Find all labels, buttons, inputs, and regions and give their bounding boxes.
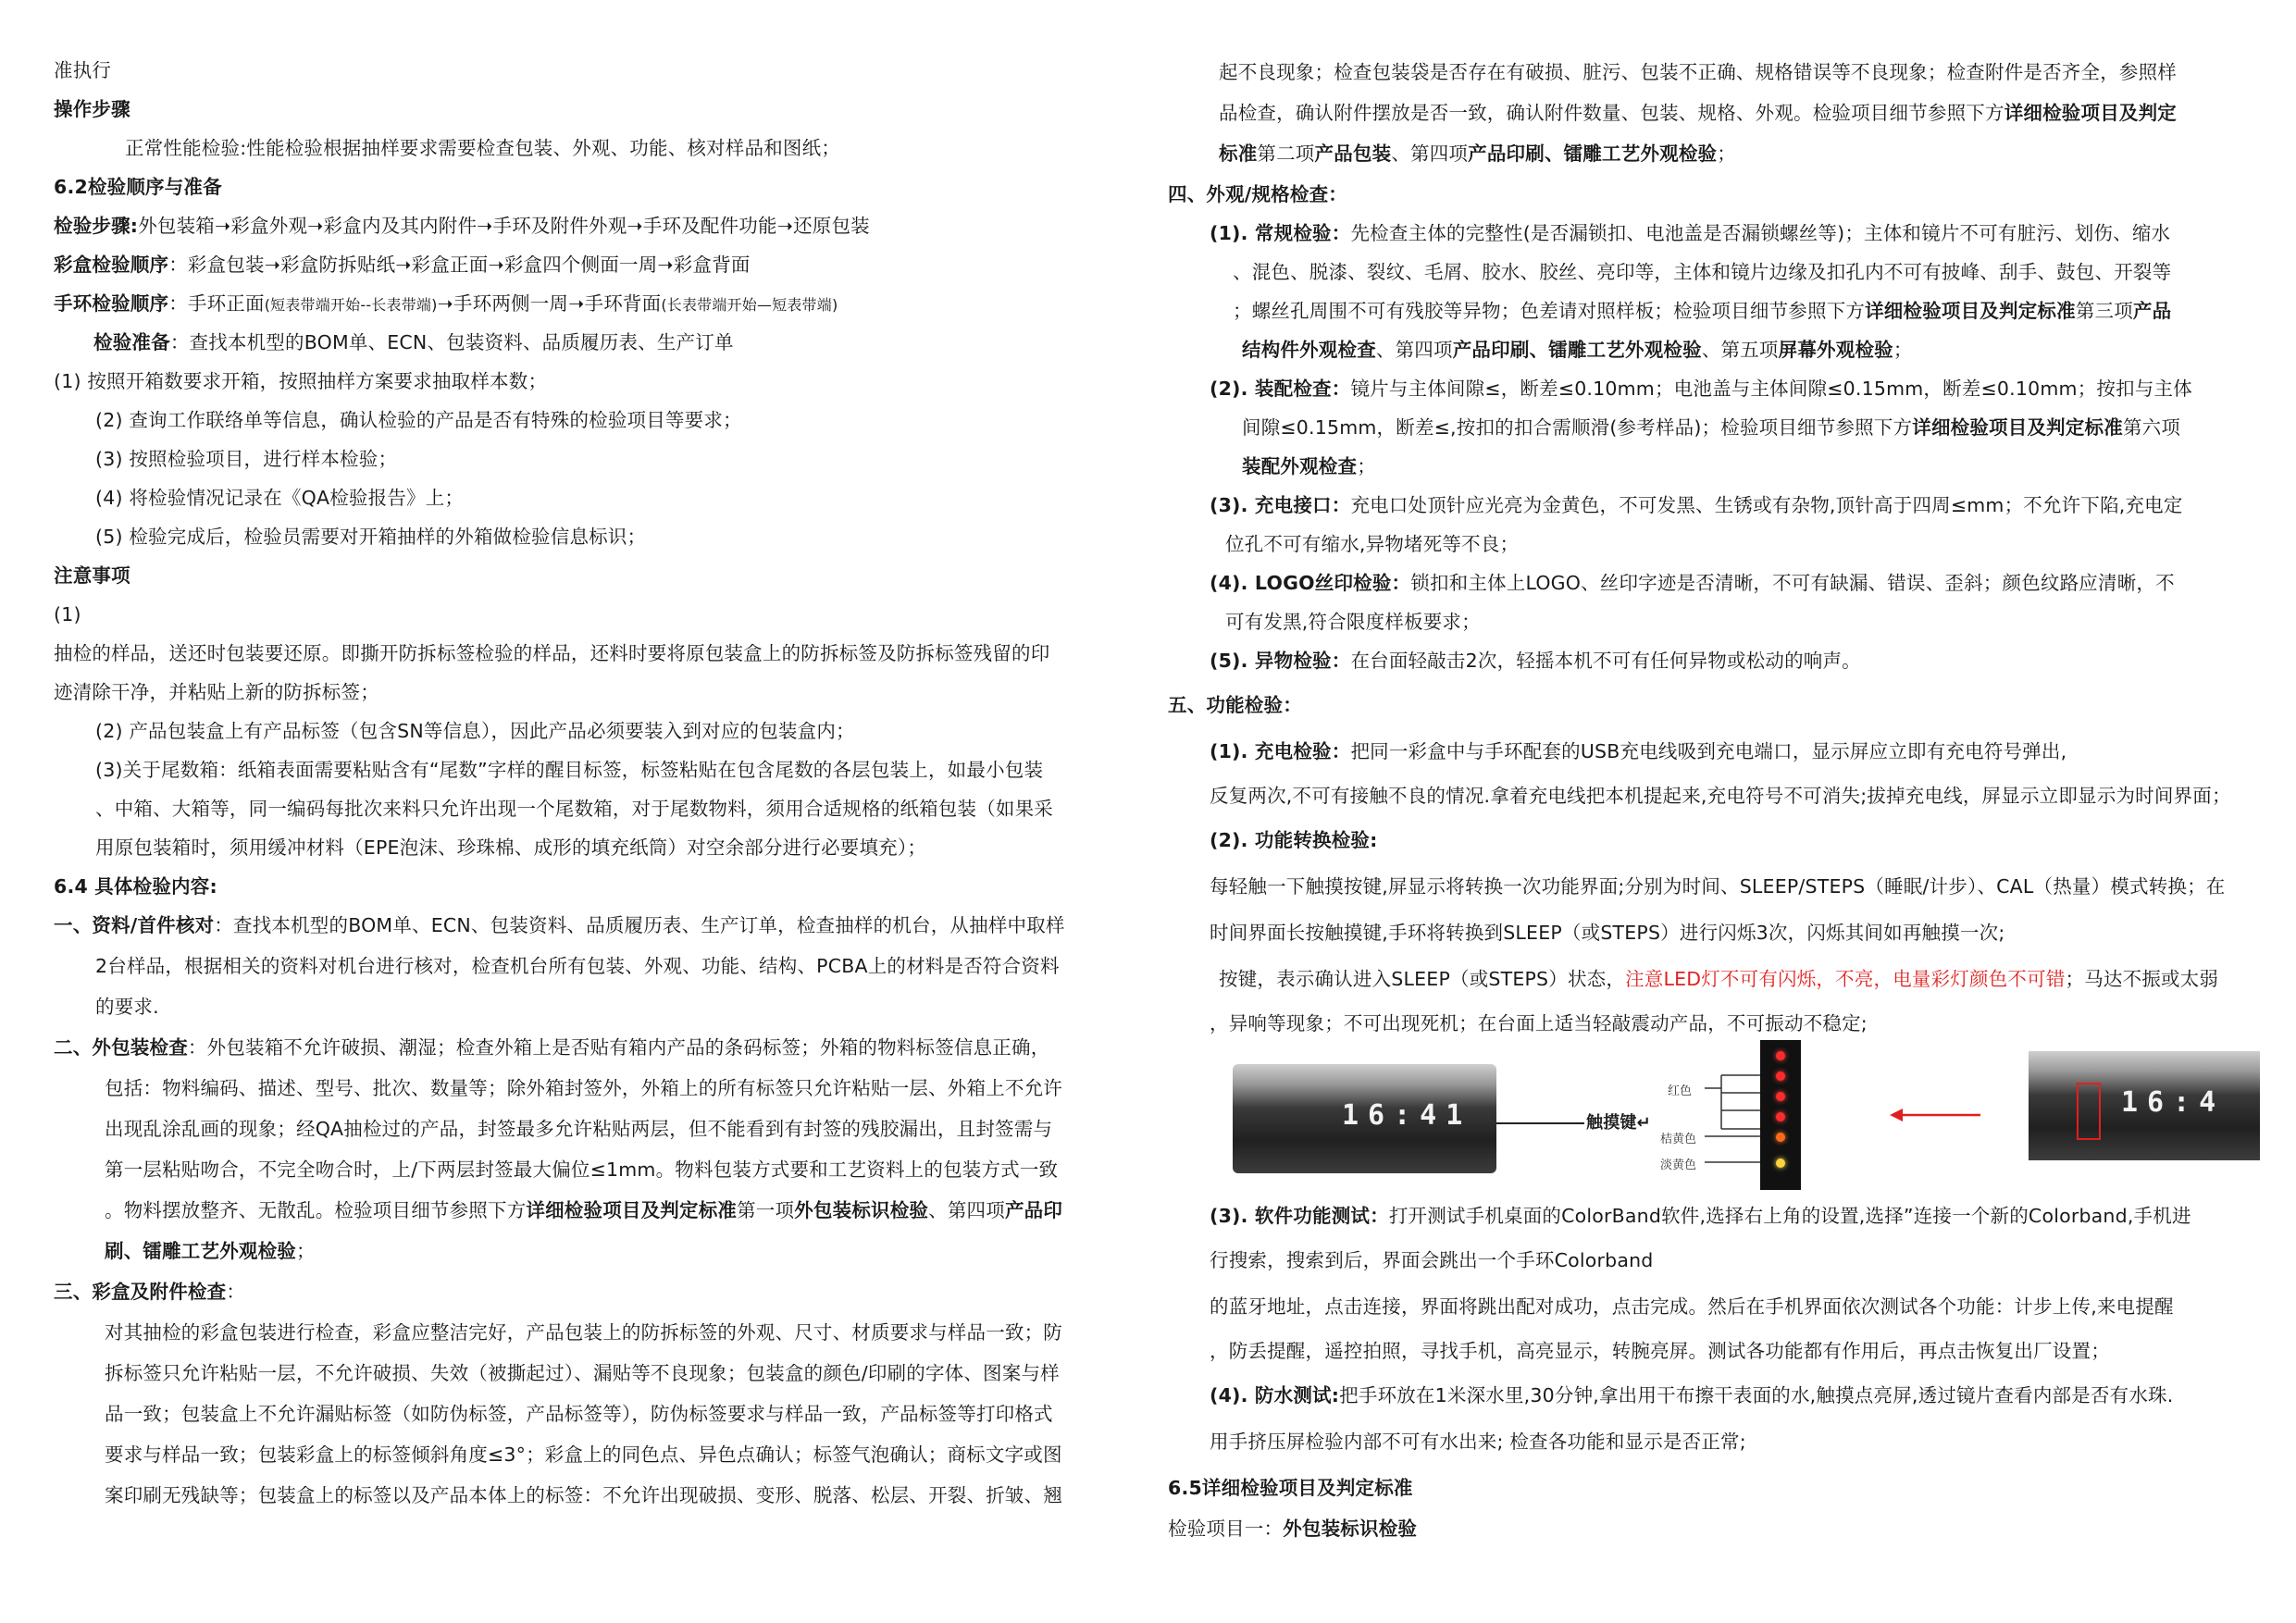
emphasis: 结构件外观检查 xyxy=(1242,339,1376,361)
label: 三、彩盒及附件检查 xyxy=(54,1281,227,1303)
list-item: (2) 产品包装盒上有产品标签（包含SN等信息），因此产品必须要装入到对应的包装盒内； xyxy=(95,720,855,742)
note: (长表带端开始—短表带端) xyxy=(661,296,838,314)
band-time-display: 16:4 xyxy=(2121,1086,2226,1119)
text-line: 行搜索，搜索到后，界面会跳出一个手环Colorband xyxy=(1210,1249,1654,1271)
list-item: (3) 按照检验项目，进行样本检验； xyxy=(95,448,398,470)
band-time-display: 16:41 xyxy=(1342,1099,1472,1132)
text-line: 出现乱涂乱画的现象；经QA抽检过的产品，封签最多允许粘贴两层，但不能看到有封签的残胶漏出，且封签需与 xyxy=(105,1118,1053,1140)
text: ：彩盒包装➝彩盒防拆贴纸➝彩盒正面➝彩盒四个侧面一周➝彩盒背面 xyxy=(168,254,751,276)
led-highlight-box xyxy=(2077,1083,2101,1140)
arrow-icon xyxy=(1888,1101,1990,1129)
label: (4). LOGO丝印检验： xyxy=(1210,572,1411,594)
heading-notes: 注意事项 xyxy=(54,564,130,587)
label: 检验步骤: xyxy=(54,215,139,237)
text-line xyxy=(105,1197,1062,1223)
list-item xyxy=(1210,1382,2173,1408)
text-line xyxy=(54,912,1065,938)
text-line: 要求与样品一致；包装彩盒上的标签倾斜角度≤3°；彩盒上的同色点、异色点确认；标签气泡确认；商标文字或图 xyxy=(105,1443,1062,1466)
text-line: 拆标签只允许粘贴一层，不允许破损、失效（被撕起过）、漏贴等不良现象；包装盒的颜色/印刷的字体、图案与样 xyxy=(105,1362,1060,1384)
text: 按键，表示确认进入SLEEP（或STEPS）状态， xyxy=(1219,968,1626,990)
text: 、第四项 xyxy=(1391,142,1469,165)
heading-6-2: 6.2检验顺序与准备 xyxy=(54,176,222,198)
led-strip xyxy=(1760,1040,1801,1190)
text: ； xyxy=(1893,339,1913,361)
text: 、第五项 xyxy=(1701,339,1779,361)
label: (3). 充电接口： xyxy=(1210,494,1351,516)
text: ： xyxy=(226,1281,246,1303)
text-line: 2台样品，根据相关的资料对机台进行核对，检查机台所有包装、外观、功能、结构、PCBA上的材料是否符合资料 xyxy=(95,955,1060,977)
band-image-touch xyxy=(1233,1064,1496,1173)
text-line xyxy=(1219,100,2177,126)
text-line: 位孔不可有缩水,异物堵死等不良； xyxy=(1225,533,1520,555)
list-item xyxy=(1210,376,2192,402)
text: ：外包装箱不允许破损、潮湿；检查外箱上是否贴有箱内产品的条码标签；外箱的物料标签信息正确， xyxy=(187,1036,1050,1059)
led-label-yellow: 淡黄色 xyxy=(1660,1158,1697,1172)
text: ；螺丝孔周围不可有残胶等异物；色差请对照样板；检验项目细节参照下方 xyxy=(1233,300,1866,322)
text-line: 反复两次,不可有接触不良的情况.拿着充电线把本机提起来,充电符号不可消失;拔掉充电线，屏显示立即显示为时间界面； xyxy=(1210,785,2231,807)
text-line: 对其抽检的彩盒包装进行检查，彩盒应整洁完好，产品包装上的防拆标签的外观、尺寸、材质要求与样品一致；防 xyxy=(105,1321,1062,1344)
text-line: 包括：物料编码、描述、型号、批次、数量等；除外箱封签外，外箱上的所有标签只允许粘贴一层、外箱上不允许 xyxy=(105,1077,1062,1099)
text: ； xyxy=(1717,142,1736,165)
text-line: 案印刷无残缺等；包装盒上的标签以及产品本体上的标签：不允许出现破损、变形、脱落、松层、开裂、折皱、翘 xyxy=(105,1484,1062,1506)
text: 镜片与主体间隙≤，断差≤0.10mm；电池盖与主体间隙≤0.15mm，断差≤0.10mm；按扣与主体 xyxy=(1350,378,2192,400)
text-line: 、混色、脱漆、裂纹、毛屑、胶水、胶丝、亮印等，主体和镜片边缘及扣孔内不可有披峰、刮手、鼓包、开裂等 xyxy=(1233,261,2172,283)
led-red-icon xyxy=(1776,1112,1785,1121)
list-item: (3)关于尾数箱：纸箱表面需要粘贴含有“尾数”字样的醒目标签，标签粘贴在包含尾数的各层包装上，如最小包装 xyxy=(95,759,1044,781)
list-item xyxy=(1210,220,2170,246)
text: ；马达不振或太弱 xyxy=(2065,968,2219,990)
emphasis: 装配外观检查 xyxy=(1242,455,1358,477)
heading-operation-steps: 操作步骤 xyxy=(54,98,130,120)
text-line: 迹清除干净，并粘贴上新的防拆标签； xyxy=(54,681,379,703)
emphasis: 产品印刷、镭雕工艺外观检验 xyxy=(1468,142,1718,165)
text-line: 用手挤压屏检验内部不可有水出来; 检查各功能和显示是否正常; xyxy=(1210,1431,1746,1453)
label: (5). 异物检验： xyxy=(1210,650,1351,672)
emphasis: 产品印 xyxy=(1004,1199,1063,1221)
text: 第一项 xyxy=(737,1199,795,1221)
text-line: 抽检的样品，送还时包装要还原。即撕开防拆标签检验的样品，还料时要将原包装盒上的防拆标签及防拆标签残留的印 xyxy=(54,642,1050,664)
list-item: (1) 按照开箱数要求开箱，按照抽样方案要求抽取样本数； xyxy=(54,370,548,392)
text-line: ，异响等现象；不可出现死机；在台面上适当轻敲震动产品，不可振动不稳定; xyxy=(1210,1012,1868,1035)
led-yellow-icon xyxy=(1776,1158,1785,1168)
text-line: 正常性能检验:性能检验根据抽样要求需要检查包装、外观、功能、核对样品和图纸； xyxy=(125,137,841,159)
led-figure xyxy=(1233,1064,2260,1194)
text: 把同一彩盒中与手环配套的USB充电线吸到充电端口，显示屏应立即有充电符号弹出, xyxy=(1350,740,2067,762)
emphasis: 详细检验项目及判定标准 xyxy=(1912,416,2123,439)
led-red-icon xyxy=(1776,1092,1785,1101)
text-line: 准执行 xyxy=(54,59,112,81)
emphasis: 标准 xyxy=(1219,142,1258,165)
text-line: 时间界面长按触摸键,手环将转换到SLEEP（或STEPS）进行闪烁3次，闪烁其间如再触摸一次; xyxy=(1210,922,2005,944)
text: 锁扣和主体上LOGO、丝印字迹是否清晰，不可有缺漏、错误、歪斜；颜色纹路应清晰，不 xyxy=(1410,572,2175,594)
label: (4). 防水测试: xyxy=(1210,1384,1340,1406)
text-line: 的蓝牙地址，点击连接，界面将跳出配对成功，点击完成。然后在手机界面依次测试各个功能：计步上传,来电提醒 xyxy=(1210,1295,2174,1318)
list-item xyxy=(1210,648,1861,674)
text-line xyxy=(105,1238,316,1264)
text-line: 起不良现象；检查包装袋是否存在有破损、脏污、包装不正确、规格错误等不良现象；检查附件是否齐全，参照样 xyxy=(1219,61,2177,83)
emphasis: 产品 xyxy=(2132,300,2172,322)
text: 、第四项 xyxy=(928,1199,1005,1221)
text-line xyxy=(54,213,870,239)
text-line xyxy=(54,291,838,318)
text-line: 用原包装箱时，须用缓冲材料（EPE泡沫、珍珠棉、成形的填充纸筒）对空余部分进行必要填充）； xyxy=(95,836,927,859)
text-line xyxy=(54,1035,1049,1060)
list-item xyxy=(1210,492,2183,518)
text: 在台面轻敲击2次，轻摇本机不可有任何异物或松动的响声。 xyxy=(1350,650,1861,672)
text: 检验项目一： xyxy=(1168,1518,1284,1540)
touch-key-label: 触摸键↵ xyxy=(1586,1113,1651,1133)
text-line xyxy=(1242,337,1913,363)
text: 间隙≤0.15mm，断差≤,按扣的扣合需顺滑(参考样品)；检验项目细节参照下方 xyxy=(1242,416,1913,439)
text: 品检查，确认附件摆放是否一致，确认附件数量、包装、规格、外观。检验项目细节参照下方 xyxy=(1219,102,2004,124)
label: 手环检验顺序 xyxy=(54,292,169,315)
text-line xyxy=(1242,415,2180,440)
led-label-red: 红色 xyxy=(1668,1084,1693,1098)
warning-text: 注意LED灯不可有闪烁，不亮，电量彩灯颜色不可错 xyxy=(1625,968,2066,990)
list-item xyxy=(1210,1203,2191,1229)
text-line: 第一层粘贴吻合，不完全吻合时，上/下两层封签最大偏位≤1mm。物料包装方式要和工艺资料上的包装方式一致 xyxy=(105,1158,1059,1181)
heading-6-5: 6.5详细检验项目及判定标准 xyxy=(1168,1477,1413,1499)
text-line xyxy=(54,1279,245,1305)
text-line: 的要求. xyxy=(95,996,159,1018)
text-line: 每轻触一下触摸按键,屏显示将转换一次功能界面;分别为时间、SLEEP/STEPS（睡眠/计步）、CAL（热量）模式转换；在 xyxy=(1210,875,2226,898)
emphasis: 详细检验项目及判定标准 xyxy=(1865,300,2076,322)
emphasis: 外包装标识检验 xyxy=(1283,1518,1418,1540)
text-line xyxy=(1233,298,2171,324)
heading-section-4: 四、外观/规格检查： xyxy=(1168,183,1347,205)
emphasis: 刷、镭雕工艺外观检验 xyxy=(105,1240,296,1262)
label: (1). 常规检验： xyxy=(1210,222,1351,244)
list-item: (4) 将检验情况记录在《QA检验报告》上； xyxy=(95,487,465,509)
text: 、第四项 xyxy=(1375,339,1453,361)
text: ：手环正面 xyxy=(168,292,265,315)
emphasis: 详细检验项目及判定标准 xyxy=(526,1199,738,1221)
text: 外包装箱➝彩盒外观➝彩盒内及其内附件➝手环及附件外观➝手环及配件功能➝还原包装 xyxy=(138,215,870,237)
list-item xyxy=(1210,738,2066,764)
heading-section-5: 五、功能检验： xyxy=(1168,694,1302,716)
heading-6-4: 6.4 具体检验内容: xyxy=(54,875,217,898)
text-line: 、中箱、大箱等，同一编码每批次来料只允许出现一个尾数箱，对于尾数物料，须用合适规格的纸箱包装（如果采 xyxy=(95,798,1053,820)
led-red-icon xyxy=(1776,1072,1785,1081)
text-line xyxy=(1219,141,1736,167)
label: 彩盒检验顺序 xyxy=(54,254,169,276)
text: ； xyxy=(1357,455,1376,477)
text-line xyxy=(1242,453,1376,479)
emphasis: 屏幕外观检验 xyxy=(1778,339,1893,361)
led-label-orange: 桔黄色 xyxy=(1660,1133,1697,1146)
text-line: ，防丢提醒，遥控拍照，寻找手机，高亮显示，转腕亮屏。测试各功能都有作用后，再点击恢复出厂设置； xyxy=(1210,1340,2110,1362)
text: 先检查主体的完整性(是否漏锁扣、电池盖是否漏锁螺丝等)；主体和镜片不可有脏污、划伤、缩水 xyxy=(1350,222,2171,244)
emphasis: 详细检验项目及判定 xyxy=(2004,102,2178,124)
label: (2). 装配检查： xyxy=(1210,378,1351,400)
label: 二、外包装检查 xyxy=(54,1036,188,1059)
text: 第三项 xyxy=(2075,300,2133,322)
led-orange-icon xyxy=(1776,1133,1785,1142)
text: 充电口处顶针应光亮为金黄色，不可发黑、生锈或有杂物,顶针高于四周≤mm；不允许下陷,充电定 xyxy=(1350,494,2183,516)
text: 。物料摆放整齐、无散乱。检验项目细节参照下方 xyxy=(105,1199,527,1221)
text: ➝手环两侧一周➝手环背面 xyxy=(437,292,662,315)
text-line xyxy=(1168,1516,1417,1542)
band-image-charging xyxy=(2029,1051,2260,1160)
text-line: 品一致；包装盒上不允许漏贴标签（如防伪标签，产品标签等），防伪标签要求与样品一致，产品标签等打印格式 xyxy=(105,1403,1053,1425)
label: 一、资料/首件核对 xyxy=(54,914,215,936)
emphasis: 产品印刷、镭雕工艺外观检验 xyxy=(1452,339,1702,361)
list-item: (1) xyxy=(54,603,81,626)
list-item xyxy=(1210,570,2175,596)
list-item: (2). 功能转换检验: xyxy=(1210,829,1378,851)
text: 第六项 xyxy=(2122,416,2181,439)
text-line xyxy=(1219,966,2218,992)
text: 打开测试手机桌面的ColorBand软件,选择右上角的设置,选择”连接一个新的Colorband,手机进 xyxy=(1388,1205,2191,1227)
text-line: 可有发黑,符合限度样板要求； xyxy=(1225,611,1481,633)
label: 检验准备 xyxy=(93,331,170,353)
label: (1). 充电检验： xyxy=(1210,740,1351,762)
emphasis: 外包装标识检验 xyxy=(794,1199,929,1221)
list-item: (5) 检验完成后，检验员需要对开箱抽样的外箱做检验信息标识； xyxy=(95,526,647,548)
text: 第二项 xyxy=(1257,142,1315,165)
emphasis: 产品包装 xyxy=(1314,142,1392,165)
text: ； xyxy=(296,1240,316,1262)
text-line xyxy=(93,329,734,355)
list-item: (2) 查询工作联络单等信息，确认检验的产品是否有特殊的检验项目等要求； xyxy=(95,409,742,431)
text-line xyxy=(54,252,751,278)
text: ：查找本机型的BOM单、ECN、包装资料、品质履历表、生产订单 xyxy=(169,331,734,353)
note: (短表带端开始--长表带端) xyxy=(264,296,438,314)
led-red-icon xyxy=(1776,1051,1785,1060)
text: 把手环放在1米深水里,30分钟,拿出用干布擦干表面的水,触摸点亮屏,透过镜片查看内部是否有水珠. xyxy=(1339,1384,2174,1406)
text: ：查找本机型的BOM单、ECN、包装资料、品质履历表、生产订单，检查抽样的机台，从抽样中取样 xyxy=(214,914,1065,936)
label: (3). 软件功能测试： xyxy=(1210,1205,1389,1227)
